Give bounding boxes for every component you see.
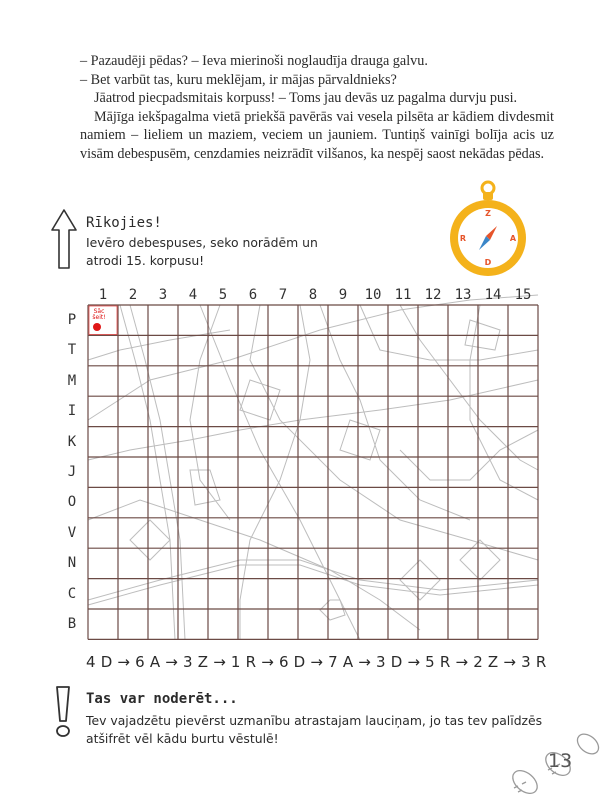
story-line-1: – Pazaudēji pēdas? – Ieva mierinoši noglaudīja drauga galvu. — [80, 53, 428, 69]
row-label-J: J — [67, 464, 77, 480]
row-label-I: I — [67, 403, 77, 420]
exclamation-icon — [52, 685, 74, 739]
hint-title: Tas var noderēt... — [86, 691, 238, 707]
start-label: Sāc šeit! — [92, 308, 106, 321]
city-map-background — [88, 295, 538, 640]
column-label-10: 10 — [364, 287, 382, 303]
column-label-9: 9 — [338, 287, 348, 303]
page-number: 13 — [548, 750, 573, 772]
column-label-15: 15 — [514, 287, 532, 303]
row-label-C: C — [67, 585, 77, 602]
story-line-2: – Bet varbūt tas, kuru meklējam, ir mājas pārvaldnieks? — [80, 71, 397, 88]
row-label-K: K — [67, 433, 77, 450]
compass-s: D — [484, 258, 492, 267]
column-label-2: 2 — [128, 287, 138, 303]
task-title: Rīkojies! — [86, 215, 162, 231]
grid-lines — [88, 305, 538, 639]
task-text: Ievēro debespuses, seko norādēm un atrodi 15. korpusu! — [86, 235, 318, 268]
column-label-12: 12 — [424, 287, 442, 303]
row-label-T: T — [67, 342, 77, 359]
column-label-11: 11 — [394, 287, 412, 303]
story-line-3: Jāatrod piecpadsmitais korpuss! – Toms jau devās uz pagalma durvju pusi. — [94, 90, 518, 107]
row-label-O: O — [67, 494, 77, 511]
start-dot — [93, 323, 101, 331]
column-label-14: 14 — [484, 287, 502, 303]
compass-w: R — [459, 234, 467, 243]
row-label-B: B — [67, 616, 77, 632]
up-arrow-icon — [50, 208, 78, 270]
column-label-6: 6 — [248, 287, 258, 303]
compass-icon — [443, 178, 533, 278]
hint-text: Tev vajadzētu pievērst uzmanību atrastajam lauciņam, jo tas tev palīdzēs atšifrēt vēl kādu burtu vēstulē! — [86, 713, 543, 746]
compass-e: A — [509, 234, 517, 243]
row-label-P: P — [67, 312, 77, 328]
column-label-7: 7 — [278, 287, 288, 303]
column-label-3: 3 — [158, 287, 168, 303]
start-marker — [87, 309, 111, 333]
column-label-1: 1 — [98, 287, 108, 303]
story-text — [80, 52, 554, 164]
story-paragraph: Mājīga iekšpagalma vietā priekšā pavērās vai vesela pilsēta ar kādiem divdesmit namiem – lieliem un maziem, veciem un jauniem. Tuntiņš vainīgi bolīja acis uz visām debespusēm, cenzdamies neizrādīt vilšanos, ka nespēj saost nekādas pēdas. — [80, 108, 554, 162]
column-label-4: 4 — [188, 287, 198, 303]
column-label-8: 8 — [308, 287, 318, 303]
row-label-N: N — [67, 555, 77, 572]
row-label-M: M — [67, 372, 77, 389]
compass-n: Z — [485, 209, 491, 218]
row-label-V: V — [67, 524, 77, 541]
column-label-5: 5 — [218, 287, 228, 303]
column-label-13: 13 — [454, 287, 472, 303]
direction-instructions: 4 D → 6 A → 3 Z → 1 R → 6 D → 7 A → 3 D → 5 R → 2 Z → 3 R — [86, 653, 547, 671]
